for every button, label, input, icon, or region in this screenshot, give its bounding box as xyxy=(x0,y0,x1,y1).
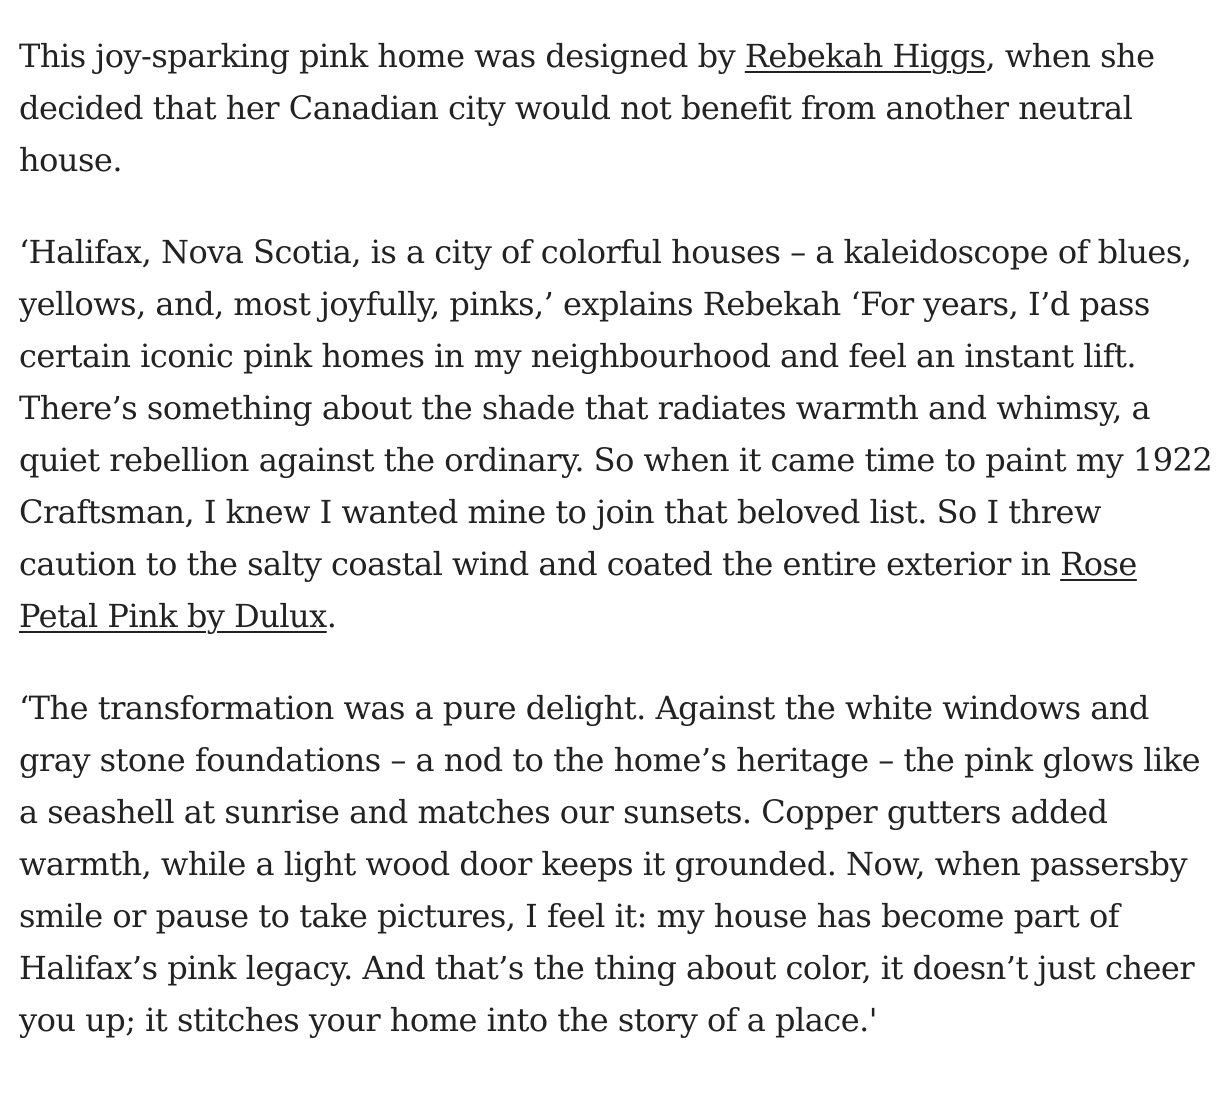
paragraph-line: a seashell at sunrise and matches our sunsets. Copper gutters added xyxy=(19,793,1108,831)
text-segment: This joy-sparking pink home was designed by xyxy=(19,37,745,75)
paragraph-line: certain iconic pink homes in my neighbourhood and feel an instant lift. xyxy=(19,337,1137,375)
paragraph-line: ‘Halifax, Nova Scotia, is a city of colorful houses – a kaleidoscope of blues, xyxy=(19,233,1192,271)
paragraph-line: smile or pause to take pictures, I feel it: my house has become part of xyxy=(19,897,1120,935)
paragraph-line: house. xyxy=(19,141,123,179)
paragraph-line: Craftsman, I knew I wanted mine to join that beloved list. So I threw xyxy=(19,493,1101,531)
paint-link-part2[interactable]: Petal Pink by Dulux xyxy=(19,597,327,635)
paragraph-line: quiet rebellion against the ordinary. So when it came time to paint my 1922 xyxy=(19,441,1213,479)
text-segment: caution to the salty coastal wind and coated the entire exterior in xyxy=(19,545,1061,583)
paragraph-line xyxy=(19,538,1224,590)
paragraph-quote-halifax xyxy=(19,226,1224,642)
text-segment: , when she xyxy=(985,37,1155,75)
paragraph-line: Halifax’s pink legacy. And that’s the thing about color, it doesn’t just cheer xyxy=(19,949,1195,987)
paragraph-line: gray stone foundations – a nod to the home’s heritage – the pink glows like xyxy=(19,741,1201,779)
paint-link-part1[interactable]: Rose xyxy=(1060,545,1137,583)
paragraph-line: you up; it stitches your home into the story of a place.' xyxy=(19,1001,878,1039)
paragraph-line: warmth, while a light wood door keeps it grounded. Now, when passersby xyxy=(19,845,1188,883)
paragraph-line: There’s something about the shade that radiates warmth and whimsy, a xyxy=(19,389,1151,427)
text-segment: . xyxy=(326,597,337,635)
paragraph-line xyxy=(19,30,1224,82)
paragraph-line: decided that her Canadian city would not benefit from another neutral xyxy=(19,89,1133,127)
paragraph-line: ‘The transformation was a pure delight. Against the white windows and xyxy=(19,689,1149,727)
paragraph-line: yellows, and, most joyfully, pinks,’ explains Rebekah ‘For years, I’d pass xyxy=(19,285,1150,323)
designer-link[interactable]: Rebekah Higgs xyxy=(744,37,986,75)
paragraph-line xyxy=(19,590,1224,642)
paragraph-quote-transformation xyxy=(19,682,1224,1046)
paragraph-intro xyxy=(19,30,1224,186)
